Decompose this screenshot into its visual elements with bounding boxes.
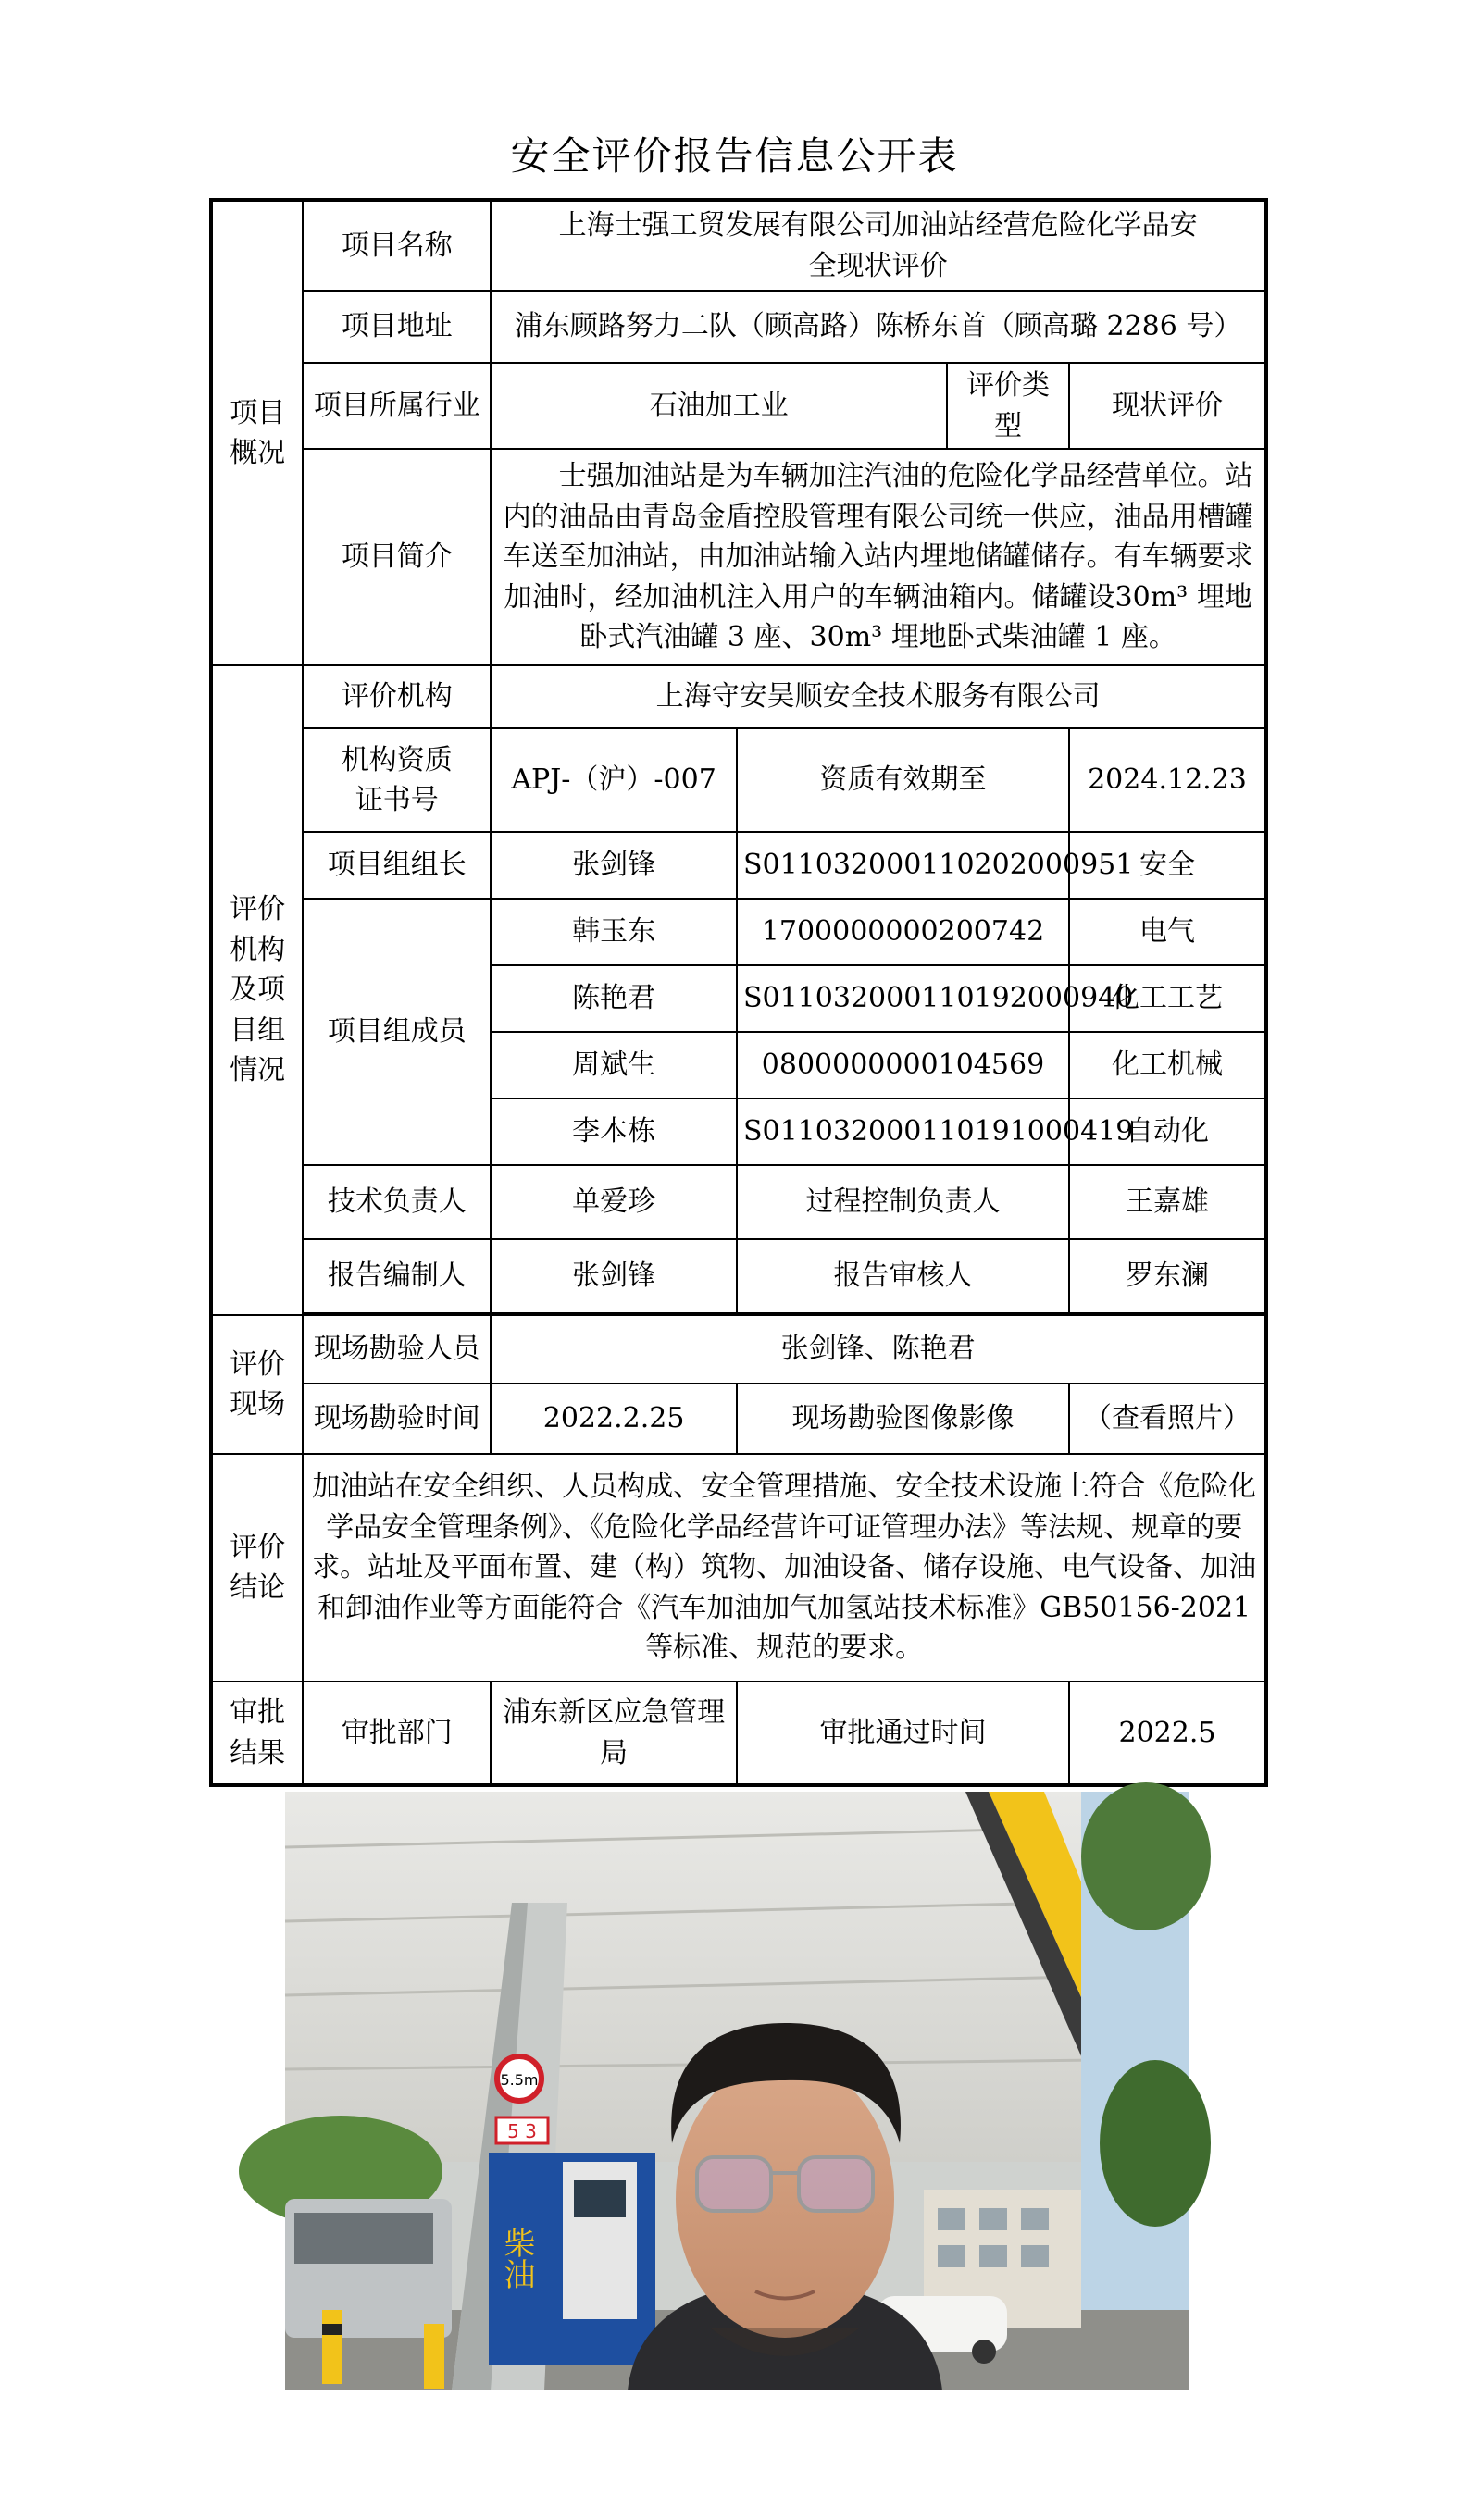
tree	[1081, 1782, 1211, 1930]
members-label: 项目组成员	[303, 899, 491, 1165]
section-organization-label: 评价机构及项目组情况	[211, 665, 303, 1315]
survey-photo-label: 现场勘验图像影像	[737, 1384, 1069, 1454]
leader-label: 项目组组长	[303, 832, 491, 899]
member-cert: S011032000110191000419	[737, 1099, 1069, 1165]
intro-label: 项目简介	[303, 449, 491, 665]
leader-name: 张剑锋	[491, 832, 737, 899]
approval-dept-label: 审批部门	[303, 1682, 491, 1785]
project-name-value: 上海士强工贸发展有限公司加油站经营危险化学品安全现状评价	[491, 200, 1266, 291]
tech-lead-value: 单爱珍	[491, 1165, 737, 1239]
org-value: 上海守安吴顺安全技术服务有限公司	[491, 665, 1266, 728]
project-name-label: 项目名称	[303, 200, 491, 291]
leader-cert: S011032000110202000951	[737, 832, 1069, 899]
member-name: 李本栋	[491, 1099, 737, 1165]
reviewer-label: 报告审核人	[737, 1239, 1069, 1313]
industry-label: 项目所属行业	[303, 363, 491, 449]
member-field: 化工机械	[1069, 1032, 1266, 1099]
process-lead-label: 过程控制负责人	[737, 1165, 1069, 1239]
survey-time-label: 现场勘验时间	[303, 1384, 491, 1454]
surveyors-label: 现场勘验人员	[303, 1315, 491, 1384]
member-name: 陈艳君	[491, 965, 737, 1032]
site-photo-illustration	[285, 1792, 1189, 2390]
project-address-value: 浦东顾路努力二队（顾高路）陈桥东首（顾高璐 2286 号）	[491, 291, 1266, 363]
conclusion-text: 加油站在安全组织、人员构成、安全管理措施、安全技术设施上符合《危险化学品安全管理条例》、《危险化学品经营许可证管理办法》等法规、规章的要求。站址及平面布置、建（构）筑物、加油设备、储存设施、电气设备、加油和卸油作业等方面能符合《汽车加油加气加氢站技术标准》GB50156-2021 等标准、规范的要求。	[303, 1454, 1266, 1682]
height-limit-text: 5.5m	[500, 2071, 539, 2089]
document-title: 安全评价报告信息公开表	[510, 133, 959, 179]
surveyors-value: 张剑锋、陈艳君	[491, 1315, 1266, 1384]
tree	[1100, 2060, 1211, 2227]
section-overview-label: 项目概况	[211, 200, 303, 665]
eval-type-value: 现状评价	[1069, 363, 1266, 449]
process-lead-value: 王嘉雄	[1069, 1165, 1266, 1239]
project-address-label: 项目地址	[303, 291, 491, 363]
member-field: 化工工艺	[1069, 965, 1266, 1032]
org-label: 评价机构	[303, 665, 491, 728]
member-cert: 1700000000200742	[737, 899, 1069, 965]
industry-value: 石油加工业	[491, 363, 947, 449]
intro-value: 士强加油站是为车辆加注汽油的危险化学品经营单位。站内的油品由青岛金盾控股管理有限公司统一供应，油品用槽罐车送至加油站，由加油站输入站内埋地储罐储存。有车辆要求加油时，经加油机注入用户的车辆油箱内。储罐设30m³ 埋地卧式汽油罐 3 座、30m³ 埋地卧式柴油罐 1 座。	[491, 449, 1266, 665]
section-site-label: 评价现场	[211, 1315, 303, 1454]
author-label: 报告编制人	[303, 1239, 491, 1313]
view-photo-link[interactable]: （查看照片）	[1069, 1384, 1266, 1454]
section-approval-label: 审批结果	[211, 1682, 303, 1785]
section-conclusion-label: 评价结论	[211, 1454, 303, 1682]
member-name: 韩玉东	[491, 899, 737, 965]
approval-dept-value: 浦东新区应急管理局	[491, 1682, 737, 1785]
member-field: 自动化	[1069, 1099, 1266, 1165]
member-cert: 0800000000104569	[737, 1032, 1069, 1099]
site-photo	[285, 1792, 1189, 2390]
reviewer-value: 罗东澜	[1069, 1239, 1266, 1313]
pump-number: 5 3	[507, 2120, 537, 2142]
approval-time-value: 2022.5	[1069, 1682, 1266, 1785]
cert-value: APJ-（沪）-007	[491, 728, 737, 832]
validity-value: 2024.12.23	[1069, 728, 1266, 832]
member-name: 周斌生	[491, 1032, 737, 1099]
leader-field: 安全	[1069, 832, 1266, 899]
diesel-sign: 柴油	[498, 2227, 535, 2290]
info-table	[209, 198, 1268, 1787]
eval-type-label: 评价类型	[947, 363, 1069, 449]
validity-label: 资质有效期至	[737, 728, 1069, 832]
author-value: 张剑锋	[491, 1239, 737, 1313]
member-field: 电气	[1069, 899, 1266, 965]
cert-label: 机构资质证书号	[303, 728, 491, 832]
tech-lead-label: 技术负责人	[303, 1165, 491, 1239]
survey-time-value: 2022.2.25	[491, 1384, 737, 1454]
member-cert: S011032000110192000940	[737, 965, 1069, 1032]
approval-time-label: 审批通过时间	[737, 1682, 1069, 1785]
